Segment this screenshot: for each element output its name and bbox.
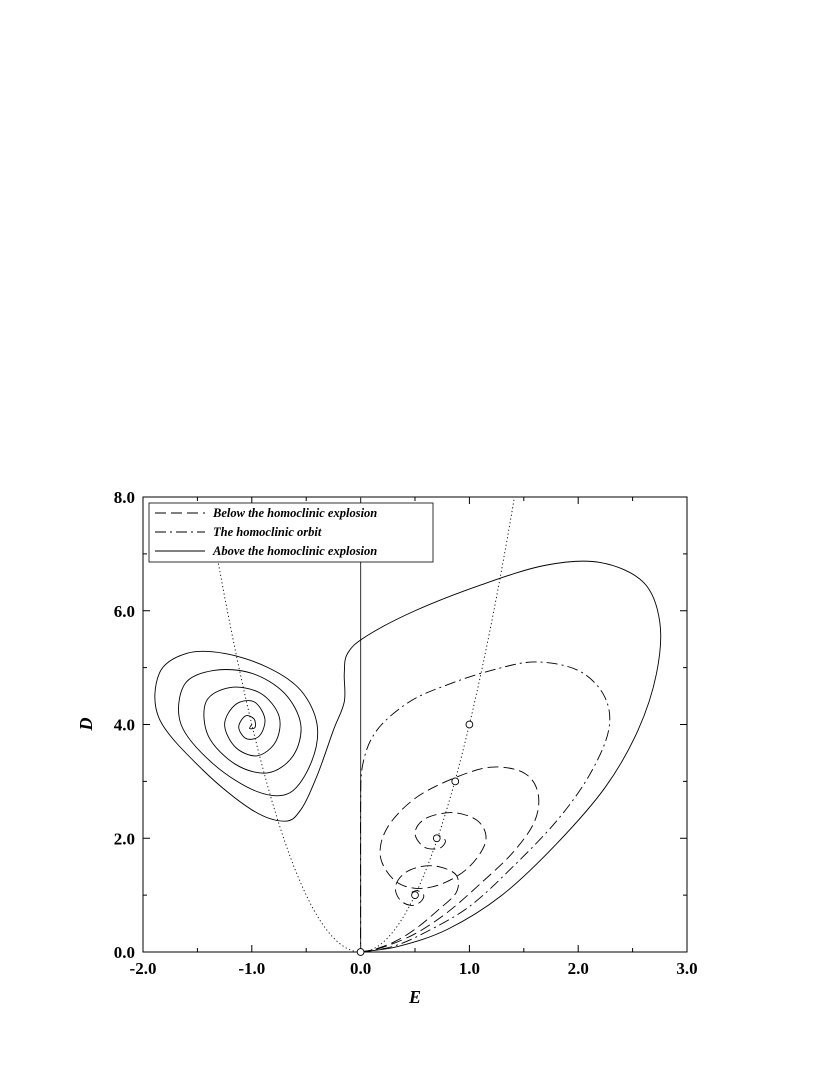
y-tick-label: 0.0 <box>113 943 135 962</box>
y-tick-label: 6.0 <box>113 601 135 621</box>
legend-label-above: Above the homoclinic explosion <box>213 544 378 558</box>
fixed-point-marker <box>412 892 419 899</box>
x-tick-label: 1.0 <box>458 959 481 978</box>
y-axis-title: D <box>76 717 96 731</box>
fixed-point-marker <box>466 721 473 728</box>
series-dashed-0 <box>361 866 459 952</box>
x-axis-title: E <box>408 987 422 1007</box>
fixed-points <box>357 721 473 955</box>
series-solid-3 <box>155 561 661 952</box>
x-tick-label: 0.0 <box>349 959 372 978</box>
series-layer <box>155 561 661 952</box>
fixed-point-marker <box>357 949 364 956</box>
x-tick-label: 3.0 <box>676 959 698 978</box>
x-tick-label: -1.0 <box>238 959 266 978</box>
y-tick-label: 8.0 <box>113 488 135 507</box>
y-tick-label: 2.0 <box>113 829 135 849</box>
fixed-point-marker <box>433 835 440 842</box>
legend-label-below: Below the homoclinic explosion <box>213 506 378 520</box>
legend-label-homoclinic: The homoclinic orbit <box>213 525 322 539</box>
x-tick-label: 2.0 <box>567 959 589 978</box>
y-tick-label: 4.0 <box>113 715 135 735</box>
series-dash-dot-2 <box>360 662 609 952</box>
legend <box>149 503 433 562</box>
x-tick-label: -2.0 <box>129 959 157 978</box>
series-dashed-1 <box>361 767 539 952</box>
fixed-point-marker <box>452 778 459 785</box>
